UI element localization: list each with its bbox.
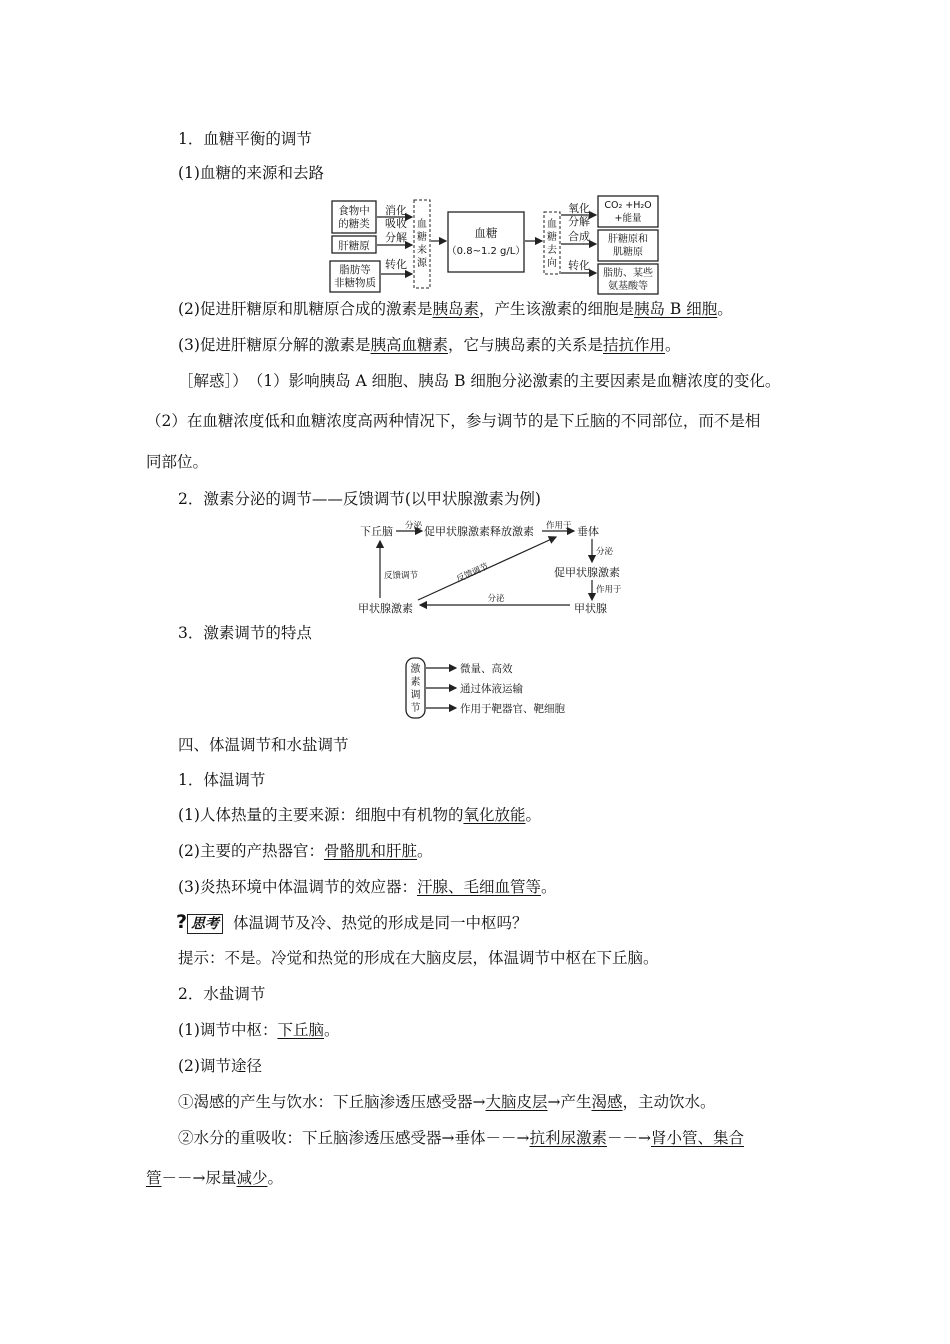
thirst-answer: 渴感 xyxy=(591,1093,623,1111)
center-end: 。 xyxy=(323,1021,340,1039)
glucagon-text-e: 。 xyxy=(665,336,681,354)
features-label-char3: 调 xyxy=(410,690,421,701)
insulin-answer: 胰岛素 xyxy=(432,300,479,318)
glucagon-text-a: (3)促进肝糖原分解的激素是 xyxy=(178,336,371,354)
heat-source-answer: 氧化放能 xyxy=(463,806,526,824)
effectors-answer: 汗腺、毛细血管等 xyxy=(416,878,541,896)
think-question xyxy=(176,911,528,934)
blood-sugar-center-box xyxy=(448,212,524,272)
heat-organs-text: (2)主要的产热器官： xyxy=(178,842,324,860)
thirst-cortex-answer: 大脑皮层 xyxy=(485,1093,548,1111)
urine-end: 。 xyxy=(267,1169,284,1187)
hint-answer: 提示：不是。冷觉和热觉的形成在大脑皮层，体温调节中枢在下丘脑。 xyxy=(178,949,659,967)
antagonism-answer: 拮抗作用 xyxy=(603,336,666,354)
source-food-line1: 食物中 xyxy=(338,205,370,217)
adh-answer: 抗利尿激素 xyxy=(529,1129,607,1147)
heading-temperature-water: 四、体温调节和水盐调节 xyxy=(178,736,349,754)
output-energy-line2: +能量 xyxy=(614,213,642,224)
tubule-answer: 肾小管、集合 xyxy=(651,1129,745,1147)
process-synthesize: 合成 xyxy=(568,230,590,243)
heat-source-text: (1)人体热量的主要来源：细胞中有机物的 xyxy=(178,806,464,824)
thirst-text-c: →产生 xyxy=(547,1093,592,1111)
heading-feedback: 2．激素分泌的调节——反馈调节(以甲状腺激素为例) xyxy=(178,490,541,508)
think-badge: 思考 xyxy=(187,914,223,934)
dest-label-char4: 向 xyxy=(547,258,557,269)
source-label-char1: 血 xyxy=(417,219,427,230)
paragraph-thirst xyxy=(178,1091,716,1113)
output-fat-line1: 脂肪、某些 xyxy=(603,268,653,279)
paragraph-heat-organs xyxy=(178,840,433,862)
label-secrete-1: 分泌 xyxy=(405,521,423,531)
label-secrete-3: 分泌 xyxy=(487,594,505,604)
label-acts-on-2: 作用于 xyxy=(596,585,622,595)
process-oxidize-line2: 分解 xyxy=(568,215,590,228)
source-food-line2: 的糖类 xyxy=(338,218,370,230)
urine-text: －－→尿量 xyxy=(161,1169,237,1187)
paragraph-effectors xyxy=(178,876,557,898)
glucagon-answer: 胰高血糖素 xyxy=(370,336,448,354)
source-fat-line2: 非糖物质 xyxy=(334,277,376,289)
dest-label-char2: 糖 xyxy=(547,232,557,243)
insulin-text-a: (2)促进肝糖原和肌糖原合成的激素是 xyxy=(178,300,433,318)
node-thyroid: 甲状腺 xyxy=(574,602,607,615)
label-secrete-2: 分泌 xyxy=(596,547,614,557)
question-mark-icon: ? xyxy=(176,911,188,933)
heading-hormone-features: 3．激素调节的特点 xyxy=(178,624,312,642)
feature-3: 作用于靶器官、靶细胞 xyxy=(460,703,565,715)
paragraph-center xyxy=(178,1019,340,1041)
process-convert2: 转化 xyxy=(568,259,590,272)
feature-1: 微量、高效 xyxy=(460,663,513,675)
source-fat-line1: 脂肪等 xyxy=(339,264,371,276)
node-thyroxine: 甲状腺激素 xyxy=(358,602,413,615)
output-energy-line1: CO₂ +H₂O xyxy=(604,200,652,211)
label-feedback-2: 反馈调节 xyxy=(455,561,491,585)
paragraph-glucagon xyxy=(178,334,681,356)
features-label-char1: 激 xyxy=(410,664,421,675)
dest-label-char3: 去 xyxy=(547,245,557,256)
urine-answer: 减少 xyxy=(236,1169,268,1187)
node-pituitary: 垂体 xyxy=(577,525,599,538)
process-oxidize-line1: 氧化 xyxy=(568,202,590,215)
feedback-diagram xyxy=(356,520,636,616)
note-line-2: （2）在血糖浓度低和血糖浓度高两种情况下，参与调节的是下丘脑的不同部位，而不是相 xyxy=(146,412,761,430)
blood-sugar-diagram xyxy=(330,194,690,294)
paragraph-insulin xyxy=(178,298,733,320)
heading-blood-sugar: 1．血糖平衡的调节 xyxy=(178,130,312,148)
blood-sugar-center-range: （0.8~1.2 g/L） xyxy=(446,246,526,257)
center-text: (1)调节中枢： xyxy=(178,1021,278,1039)
blood-sugar-center-label: 血糖 xyxy=(474,226,498,240)
node-trh: 促甲状腺激素释放激素 xyxy=(424,525,534,538)
output-fat-line2: 氨基酸等 xyxy=(608,281,648,292)
thirst-text-a: ①渴感的产生与饮水：下丘脑渗透压感受器→ xyxy=(178,1093,486,1111)
source-label-char2: 糖 xyxy=(417,232,427,243)
reabsorption-arrow: －－→ xyxy=(607,1129,651,1147)
process-convert: 转化 xyxy=(385,258,407,271)
paragraph-pathway: (2)调节途径 xyxy=(178,1057,262,1075)
effectors-end: 。 xyxy=(540,878,557,896)
source-glycogen-label: 肝糖原 xyxy=(338,240,370,252)
source-label-char3: 来 xyxy=(417,245,427,256)
subheading-source-fate: (1)血糖的来源和去路 xyxy=(178,164,324,182)
insulin-text-e: 。 xyxy=(717,300,733,318)
insulin-cell-answer: 胰岛 B 细胞 xyxy=(634,300,718,318)
heat-organs-end: 。 xyxy=(416,842,433,860)
process-decompose: 分解 xyxy=(385,231,407,244)
heading-water-salt: 2．水盐调节 xyxy=(178,985,266,1003)
hormone-features-diagram xyxy=(404,656,594,720)
node-hypothalamus: 下丘脑 xyxy=(360,525,393,538)
paragraph-heat-source xyxy=(178,804,541,826)
effectors-text: (3)炎热环境中体温调节的效应器： xyxy=(178,878,417,896)
paragraph-reabsorption xyxy=(178,1127,744,1149)
source-label-box xyxy=(414,200,430,288)
center-answer: 下丘脑 xyxy=(277,1021,324,1039)
glucagon-text-c: ，它与胰岛素的关系是 xyxy=(447,336,603,354)
reabsorption-text-a: ②水分的重吸收：下丘脑渗透压感受器→垂体－－→ xyxy=(178,1129,530,1147)
note-line-3: 同部位。 xyxy=(146,453,209,471)
process-digest-line1: 消化 xyxy=(385,204,407,217)
output-glycogen-line1: 肝糖原和 xyxy=(608,234,648,245)
features-label-char4: 节 xyxy=(410,703,421,714)
feature-2: 通过体液运输 xyxy=(460,683,523,695)
node-tsh: 促甲状腺激素 xyxy=(554,566,620,579)
output-glycogen-line2: 肌糖原 xyxy=(613,247,643,258)
features-label-char2: 素 xyxy=(410,677,421,688)
label-acts-on-1: 作用于 xyxy=(546,521,572,531)
thirst-text-e: ，主动饮水。 xyxy=(622,1093,716,1111)
heat-organs-answer: 骨骼肌和肝脏 xyxy=(323,842,417,860)
duct-answer: 管 xyxy=(146,1169,162,1187)
heading-temperature: 1．体温调节 xyxy=(178,771,266,789)
note-line-1: ［解惑］） （1）影响胰岛 A 细胞、胰岛 B 细胞分泌激素的主要因素是血糖浓度的变化。 xyxy=(178,372,781,390)
label-feedback-1: 反馈调节 xyxy=(384,571,419,581)
dest-label-char1: 血 xyxy=(547,219,557,230)
insulin-text-c: ，产生该激素的细胞是 xyxy=(478,300,634,318)
paragraph-reabsorption-cont xyxy=(146,1167,283,1189)
think-question-text: 体温调节及冷、热觉的形成是同一中枢吗？ xyxy=(233,914,528,932)
process-digest-line2: 吸收 xyxy=(385,217,407,230)
source-label-char4: 源 xyxy=(417,258,427,269)
heat-source-end: 。 xyxy=(525,806,541,824)
